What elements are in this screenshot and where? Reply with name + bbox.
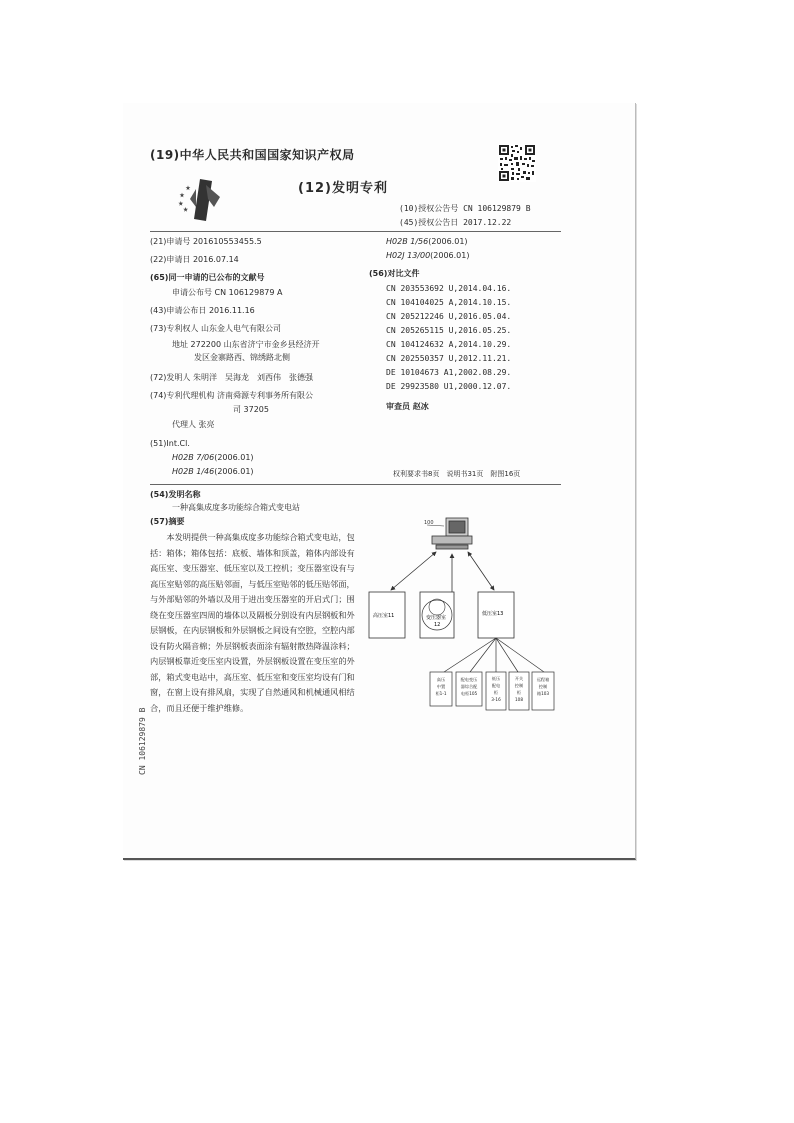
reference-4: CN 205265115 U,2016.05.25. [386, 326, 512, 335]
examiner: 审查员 赵冰 [386, 402, 429, 411]
sub-2-line-1: 配电变压 [460, 677, 478, 682]
sub-5-line-2: 控制 [538, 684, 548, 689]
transformer-room-number: 12 [434, 622, 441, 628]
sub-3-line-2: 配电 [491, 683, 501, 688]
int-cl-title: (51)Int.Cl. [150, 439, 190, 448]
patentee: (73)专利权人 山东金人电气有限公司 [150, 324, 281, 333]
class-1 [386, 235, 468, 248]
class-1-code: H02B 1/56 [386, 237, 429, 246]
inventors: (72)发明人 朱明洋 吴海龙 刘西伟 张德强 [150, 373, 313, 382]
invention-title: 一种高集成度多功能综合箱式变电站 [172, 503, 300, 512]
abstract-label: (57)摘要 [150, 517, 185, 526]
sub-5-line-3: 箱103 [536, 691, 550, 696]
page-counts: 权利要求书8页 说明书31页 附图16页 [393, 470, 521, 478]
abstract-figure [366, 512, 556, 734]
sub-2-line-2: 器综合配 [460, 684, 478, 689]
sub-3-line-1: 低压 [491, 676, 501, 681]
agency-line-2: 司 37205 [233, 405, 269, 414]
document-type: (12)发明专利 [298, 181, 388, 196]
reference-3: CN 205212246 U,2016.05.04. [386, 312, 512, 321]
application-date: (22)申请日 2016.07.14 [150, 255, 239, 264]
int-cl-2-code: H02B 1/46 [172, 467, 215, 476]
class-2-code: H02J 13/00 [386, 251, 431, 260]
int-cl-1 [172, 451, 254, 464]
sub-2-line-3: 电柜105 [460, 691, 478, 696]
cnipa-logo [176, 177, 226, 223]
top-divider [150, 231, 561, 232]
references-title: (56)对比文件 [369, 269, 420, 278]
sub-1-line-1: 高压 [436, 677, 446, 682]
sub-3-line-3: 柜 [493, 690, 499, 695]
int-cl-1-version: (2006.01) [214, 453, 254, 462]
sub-1-line-2: 中置 [436, 684, 446, 689]
computer-icon [432, 518, 472, 549]
address-line-2: 发区金寨路西、锦绣路北侧 [194, 353, 290, 362]
grant-pub-date: (45)授权公告日 2017.12.22 [399, 218, 512, 227]
reference-5: CN 104124632 A,2014.10.29. [386, 340, 512, 349]
sub-4-line-1: 开关 [514, 676, 524, 681]
class-2 [386, 249, 469, 262]
prior-doc-title: (65)同一申请的已公布的文献号 [150, 273, 265, 282]
hv-room-label: 高压室11 [373, 613, 395, 619]
transformer-room-label: 变压器室 [426, 615, 447, 621]
office-header: (19)中华人民共和国国家知识产权局 [150, 148, 355, 162]
lv-room-label: 低压室13 [482, 611, 504, 617]
qr-code [498, 144, 536, 182]
computer-label: 100 [424, 520, 434, 526]
reference-1: CN 203553692 U,2014.04.16. [386, 284, 512, 293]
grant-pub-no: (10)授权公告号 CN 106129879 B [399, 204, 531, 213]
sub-5-line-1: 远程箱 [536, 677, 550, 682]
side-document-number: CN 106129879 B [138, 707, 147, 775]
reference-7: DE 10104673 A1,2002.08.29. [386, 368, 512, 377]
reference-8: DE 29923580 U1,2000.12.07. [386, 382, 512, 391]
reference-6: CN 202550357 U,2012.11.21. [386, 354, 512, 363]
publication-date: (43)申请公布日 2016.11.16 [150, 306, 255, 315]
middle-divider [150, 484, 561, 485]
int-cl-1-code: H02B 7/06 [172, 453, 215, 462]
address-line-1: 地址 272200 山东省济宁市金乡县经济开 [172, 340, 320, 349]
sub-3-line-4: 3-16 [491, 697, 501, 702]
reference-2: CN 104104025 A,2014.10.15. [386, 298, 512, 307]
agent: 代理人 张亮 [172, 420, 215, 429]
int-cl-2-version: (2006.01) [214, 467, 254, 476]
agency-line-1: (74)专利代理机构 济南舜源专利事务所有限公 [150, 391, 313, 400]
sub-4-line-3: 柜 [516, 690, 522, 695]
sub-4-line-4: 108 [515, 697, 523, 702]
application-number: (21)申请号 201610553455.5 [150, 237, 262, 246]
sub-1-line-3: 柜1-1 [435, 691, 447, 696]
sub-4-line-2: 控制 [514, 683, 524, 688]
int-cl-2 [172, 465, 254, 478]
class-1-version: (2006.01) [428, 237, 468, 246]
class-2-version: (2006.01) [430, 251, 470, 260]
title-label: (54)发明名称 [150, 490, 201, 499]
abstract-text: 本发明提供一种高集成度多功能综合箱式变电站，包括：箱体；箱体包括：底板、墙体和顶盖，箱体内部设有高压室、变压器室、低压室以及工控机；变压器室设有与高压室贴邻的高压贴邻面，与低压室贴邻的低压贴邻面，与外部贴邻的外墙以及用于进出变压器室的开启式门；围绕在变压器室四周的墙体以及隔板分别设有内层钢板和外层钢板，在内层钢板和外层钢板之间设有空腔，空腔内部设有防火隔音棉；外层钢板表面涂有辐射散热降温涂料；内层钢板靠近变压室内设置，外层钢板设置在变压室的外部，箱式变电站中，高压室、低压室和变压室均设有门和窗，在窗上设有排风扇，实现了自然通风和机械通风相结合，而且还便于维护维修。 [150, 532, 355, 713]
prior-doc-number: 申请公布号 CN 106129879 A [172, 288, 283, 297]
